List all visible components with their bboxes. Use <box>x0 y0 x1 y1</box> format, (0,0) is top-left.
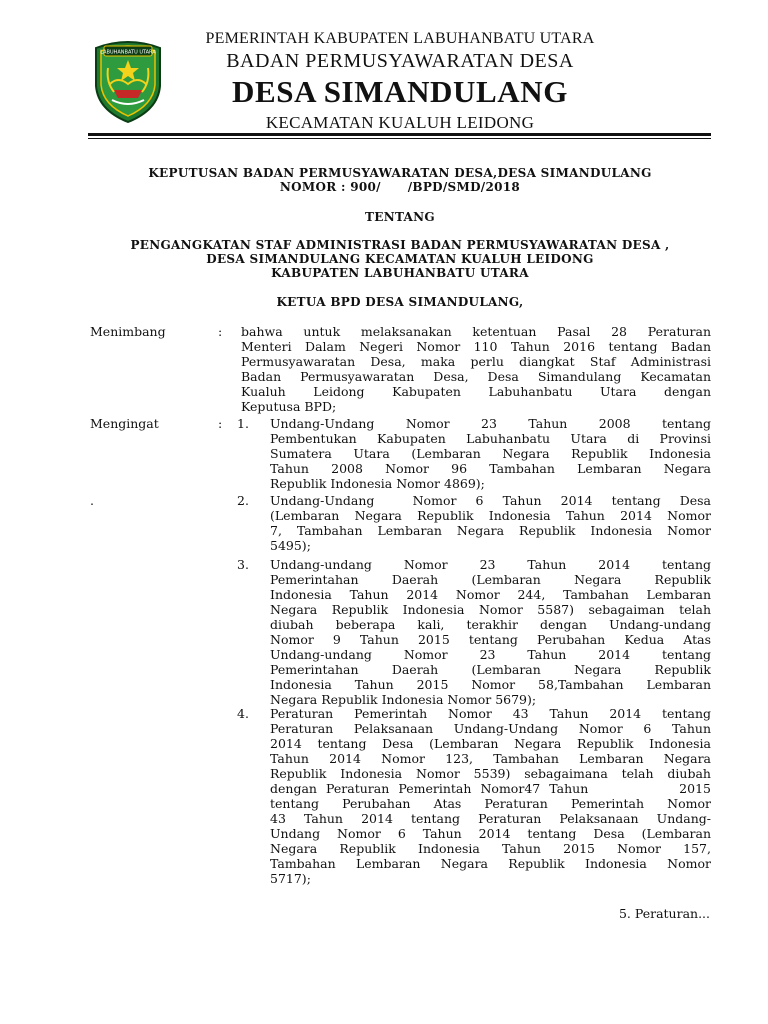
list-item-number: 2. <box>237 493 249 508</box>
letterhead-divider-thin <box>88 138 711 139</box>
list-item-line: Nomor 9 Tahun 2015 tentang Perubahan Kedua Atas <box>270 632 711 647</box>
letterhead-body: BADAN PERMUSYAWARATAN DESA <box>226 50 574 72</box>
mengingat-label: Mengingat <box>90 416 159 431</box>
list-item-line: Undang-Undang Nomor 6 Tahun 2014 tentang Desa <box>270 493 711 508</box>
menimbang-line: Badan Permusyawaratan Desa, Desa Simandulang Kecamatan <box>241 369 711 384</box>
list-item-number: 3. <box>237 557 249 572</box>
letterhead-district: KECAMATAN KUALUH LEIDONG <box>265 113 535 132</box>
list-item-line: Undang-undang Nomor 23 Tahun 2014 tentang <box>270 647 711 662</box>
decree-tentang: TENTANG <box>365 210 435 224</box>
menimbang-colon: : <box>218 324 223 339</box>
menimbang-line: Keputusa BPD; <box>241 399 337 414</box>
letterhead-village: DESA SIMANDULANG <box>231 74 568 109</box>
list-item-line: diubah beberapa kali, terakhir dengan Undang-undang <box>270 617 711 632</box>
page-continuation: 5. Peraturan... <box>618 906 710 921</box>
list-item-line: Indonesia Tahun 2015 Nomor 58,Tambahan Lembaran <box>270 677 711 692</box>
list-item-line: Negara Republik Indonesia Nomor 5679); <box>270 692 537 707</box>
list-item-line: 7, Tambahan Lembaran Negara Republik Indonesia Nomor <box>270 523 711 538</box>
menimbang-label: Menimbang <box>90 324 166 339</box>
list-item-number: 1. <box>237 416 249 431</box>
list-item-line: Pemerintahan Daerah (Lembaran Negara Republik <box>270 662 711 677</box>
list-item-line: 5495); <box>270 538 311 553</box>
list-item <box>270 557 711 707</box>
list-item-line: Negara Republik Indonesia Tahun 2015 Nomor 157, <box>270 841 711 856</box>
list-item-line: Pemerintahan Daerah (Lembaran Negara Republik <box>270 572 711 587</box>
list-item-line: 5717); <box>270 871 311 886</box>
letterhead-divider-thick <box>88 133 711 136</box>
list-item <box>270 416 711 491</box>
list-item-line: dengan Peraturan Pemerintah Nomor47 Tahun 2015 <box>270 781 711 796</box>
letterhead-government: PEMERINTAH KABUPATEN LABUHANBATU UTARA <box>205 30 595 47</box>
list-item-line: Tahun 2014 Nomor 123, Tambahan Lembaran Negara <box>270 751 711 766</box>
list-item-line: Negara Republik Indonesia Nomor 5587) sebagaiman telah <box>270 602 711 617</box>
list-item-line: Peraturan Pelaksanaan Undang-Undang Nomor 6 Tahun <box>270 721 711 736</box>
menimbang-line: bahwa untuk melaksanakan ketentuan Pasal 28 Peraturan <box>241 324 711 339</box>
stray-mark: . <box>90 493 94 508</box>
list-item-line: Sumatera Utara (Lembaran Negara Republik Indonesia <box>270 446 711 461</box>
list-item-line: 2014 tentang Desa (Lembaran Negara Republik Indonesia <box>270 736 711 751</box>
decree-subject-line-2: DESA SIMANDULANG KECAMATAN KUALUH LEIDONG <box>206 252 594 266</box>
list-item-line: Peraturan Pemerintah Nomor 43 Tahun 2014 tentang <box>270 706 711 721</box>
list-item-number: 4. <box>237 706 249 721</box>
decree-subject-line-1: PENGANGKATAN STAF ADMINISTRASI BADAN PERMUSYAWARATAN DESA , <box>130 238 670 252</box>
list-item-line: Indonesia Tahun 2014 Nomor 244, Tambahan Lembaran <box>270 587 711 602</box>
menimbang-line: Kualuh Leidong Kabupaten Labuhanbatu Utara dengan <box>241 384 711 399</box>
menimbang-text <box>241 324 711 414</box>
list-item-line: Tahun 2008 Nomor 96 Tambahan Lembaran Negara <box>270 461 711 476</box>
menimbang-line: Permusyawaratan Desa, maka perlu diangkat Staf Administrasi <box>241 354 711 369</box>
list-item-line: Undang-undang Nomor 23 Tahun 2014 tentang <box>270 557 711 572</box>
list-item-line: Undang-Undang Nomor 23 Tahun 2008 tentang <box>270 416 711 431</box>
list-item-line: Undang Nomor 6 Tahun 2014 tentang Desa (Lembaran <box>270 826 711 841</box>
list-item-line: (Lembaran Negara Republik Indonesia Tahun 2014 Nomor <box>270 508 711 523</box>
decree-official: KETUA BPD DESA SIMANDULANG, <box>276 295 524 309</box>
list-item-line: tentang Perubahan Atas Peraturan Pemerintah Nomor <box>270 796 711 811</box>
list-item-line: Tambahan Lembaran Negara Republik Indonesia Nomor <box>270 856 711 871</box>
mengingat-colon: : <box>218 416 223 431</box>
menimbang-line: Menteri Dalam Negeri Nomor 110 Tahun 2016 tentang Badan <box>241 339 711 354</box>
list-item-line: Republik Indonesia Nomor 5539) sebagaimana telah diubah <box>270 766 711 781</box>
decree-subject-line-3: KABUPATEN LABUHANBATU UTARA <box>271 266 529 280</box>
decree-title: KEPUTUSAN BADAN PERMUSYAWARATAN DESA,DESA SIMANDULANG <box>148 166 652 180</box>
list-item-line: 43 Tahun 2014 tentang Peraturan Pelaksanaan Undang- <box>270 811 711 826</box>
list-item-line: Republik Indonesia Nomor 4869); <box>270 476 485 491</box>
list-item <box>270 706 711 886</box>
list-item-line: Pembentukan Kabupaten Labuhanbatu Utara di Provinsi <box>270 431 711 446</box>
list-item <box>270 493 711 553</box>
decree-number: NOMOR : 900/ /BPD/SMD/2018 <box>279 180 521 194</box>
emblem-banner-text: LABUHANBATU UTARA <box>100 49 156 56</box>
